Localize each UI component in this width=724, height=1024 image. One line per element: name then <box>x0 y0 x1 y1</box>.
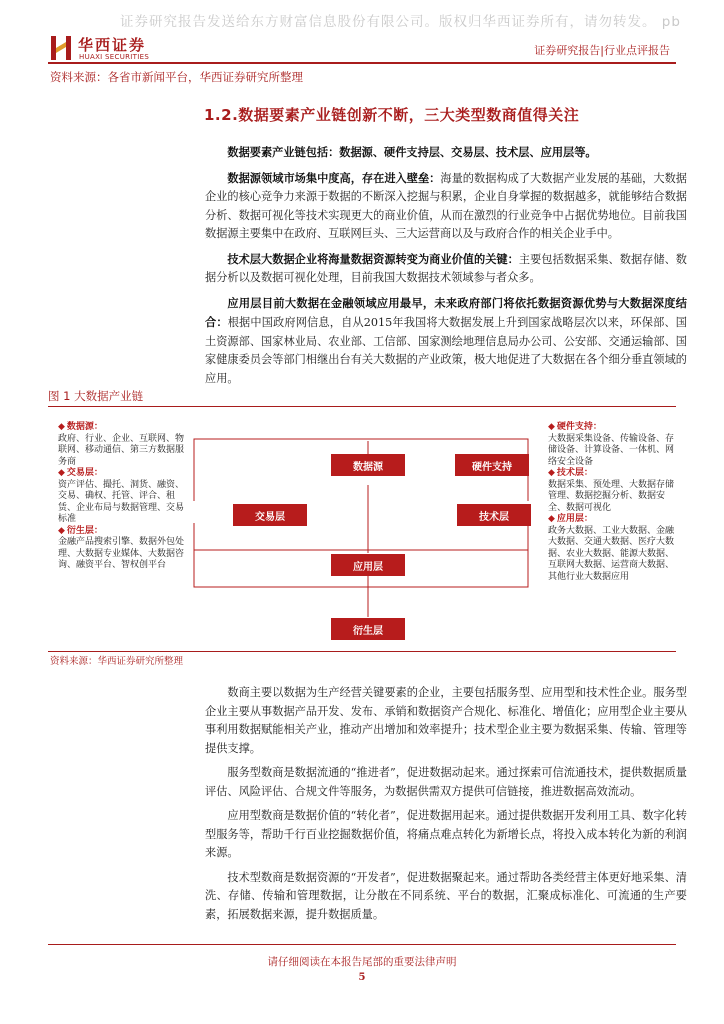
left-group-derivative: ◆ 衍生层： <box>58 525 103 536</box>
node-application: 应用层 <box>331 554 405 576</box>
section-body <box>205 143 687 394</box>
source-note-top: 资料来源：各省市新闻平台，华西证券研究所整理 <box>50 70 303 84</box>
bullet-icon: ◆ <box>58 525 65 536</box>
figure-bottom-rule <box>48 651 676 652</box>
paragraph-service-type: 服务型数商是数据流通的“推进者”，促进数据动起来。通过探索可信流通技术，提供数据质量评估、风险评估、合规文件等服务，为数据供需双方提供可信链接，推进数据高效流动。 <box>205 766 687 798</box>
paragraph-app-layer <box>205 294 687 389</box>
paragraph-chain <box>205 143 687 163</box>
bullet-icon: ◆ <box>548 468 555 478</box>
figure-title: 图 1 大数据产业链 <box>48 389 144 403</box>
section-title: 1.2.数据要素产业链创新不断，三大类型数商值得关注 <box>204 106 580 124</box>
logo-text-en: HUAXI SECURITIES <box>79 53 150 61</box>
page-number: 5 <box>358 972 366 983</box>
node-data-source: 数据源 <box>331 454 405 476</box>
paragraph-tech-layer <box>205 250 687 288</box>
logo-mark-icon <box>50 34 72 62</box>
left-group-trading-text: 资产评估、撮托、洞货、融资、交易、确权、托管、评合、租赁、企业布局与数据管理、交易标准 <box>58 479 185 524</box>
right-annotations <box>548 422 674 583</box>
paragraph-application-type: 应用型数商是数据价值的“转化者”，促进数据用起来。通过提供数据开发利用工具、数字化转型服务等，帮助千行百业挖掘数据价值，将痛点难点转化为新增长点，将投入成本转化为新的利润来源。 <box>205 809 687 859</box>
right-group-technology: ◆ 技术层： <box>548 468 593 478</box>
bullet-icon: ◆ <box>548 422 555 432</box>
watermark: 证券研究报告发送给东方财富信息股份有限公司。版权归华西证券所有，请勿转发。 pb <box>120 14 681 30</box>
body-section-2 <box>205 684 687 930</box>
node-technology: 技术层 <box>457 504 531 526</box>
right-group-hardware: ◆ 硬件支持： <box>548 422 602 432</box>
report-type: 证券研究报告|行业点评报告 <box>534 44 670 57</box>
left-group-data-source: ◆ 数据源： <box>58 422 103 432</box>
legal-notice: 请仔细阅读在本报告尾部的重要法律声明 <box>267 956 457 968</box>
right-group-technology-text: 数据采集、预处理、大数据存储管理、数据挖掘分析、数据安全、数据可视化 <box>548 479 675 513</box>
source-note-figure: 资料来源：华西证券研究所整理 <box>50 656 184 667</box>
industry-chain-diagram <box>48 410 676 650</box>
paragraph-data-merchants: 数商主要以数据为生产经营关键要素的企业，主要包括服务型、应用型和技术性企业。服务型企业主要从事数据产品开发、发布、承销和数据资产合规化、标准化、增值化；应用型企业主要从事利用数据赋能相关产业，推动产出增加和效率提升；技术型企业主要为数据采集、传输、管理等提供支撑。 <box>205 686 687 755</box>
footer-rule <box>48 944 676 945</box>
paragraph-data-source-lead: 数据源领域市场集中度高，存在进入壁垒： <box>227 170 441 185</box>
node-derivative: 衍生层 <box>331 618 405 640</box>
bullet-icon: ◆ <box>548 514 555 524</box>
paragraph-data-source-text: 海量的数据构成了大数据产业发展的基础，大数据企业的核心竞争力来源于数据的不断深入挖掘与积累，企业自身掌握的数据越多，就能够结合数据分析、数据可视化等技术实现更大的商业价值，从而在激烈的行业竞争中占据优势地位。目前我国数据源主要集中在政府、互联网巨头、三大运营商以及与政府合作的相关企业手中。 <box>205 171 687 240</box>
paragraph-chain-text: 数据要素产业链包括：数据源、硬件支持层、交易层、技术层、应用层等。 <box>227 145 597 159</box>
left-group-data-source-text: 政府、行业、企业、互联网、物联网、移动通信、第三方数据服务商 <box>58 433 185 467</box>
bullet-icon: ◆ <box>58 468 65 478</box>
paragraph-technology-type: 技术型数商是数据资源的“开发者”，促进数据聚起来。通过帮助各类经营主体更好地采集、清洗、存储、传输和管理数据，让分散在不同系统、平台的数据，汇聚成标准化、可流通的生产要素，拓展数据来源，提升数据质量。 <box>205 870 687 921</box>
left-group-trading: ◆ 交易层： <box>58 468 103 478</box>
paragraph-app-layer-lead: 应用层目前大数据在金融领域应用最早，未来政府部门将依托数据资源优势与大数据深度结合： <box>205 295 687 329</box>
left-group-derivative-text: 金融产品搜索引擎、数据外包处理、大数据专业媒体、大数据咨询、融资平台、智权创平台 <box>58 537 185 570</box>
figure-top-rule <box>48 406 676 407</box>
connector-middle <box>194 523 528 550</box>
node-hardware: 硬件支持 <box>455 454 529 476</box>
paragraph-tech-layer-lead: 技术层大数据企业将海量数据资源转变为商业价值的关键： <box>227 251 519 266</box>
paragraph-tech-layer-text: 主要包括数据采集、数据存储、数据分析以及数据可视化处理，目前我国大数据技术领域参与者众多。 <box>205 252 687 284</box>
node-trading: 交易层 <box>233 504 307 526</box>
bullet-icon: ◆ <box>58 422 65 432</box>
left-annotations <box>58 422 184 572</box>
paragraph-data-source <box>205 169 687 244</box>
logo-text-cn: 华西证券 <box>78 36 147 54</box>
paragraph-app-layer-text: 根据中国政府网信息，自从2015年我国将大数据发展上升到国家战略层次以来，环保部、国土资源部、国家林业局、农业部、工信部、国家测绘地理信息局办公司、公安部、交通运输部、国家健康委员会等部门相继出台有关大数据的产业政策，极大地促进了大数据在各个细分垂直领域的应用。 <box>205 316 687 385</box>
right-group-application-text: 政务大数据、工业大数据、金融大数据、交通大数据、医疗大数据、农业大数据、能源大数据、互联网大数据、运营商大数据、其他行业大数据应用 <box>548 525 675 582</box>
right-group-application: ◆ 应用层： <box>548 514 593 524</box>
header-divider <box>48 62 676 64</box>
right-group-hardware-text: 大数据采集设备、传输设备、存储设备、计算设备、一体机、网络安全设备 <box>548 433 675 467</box>
